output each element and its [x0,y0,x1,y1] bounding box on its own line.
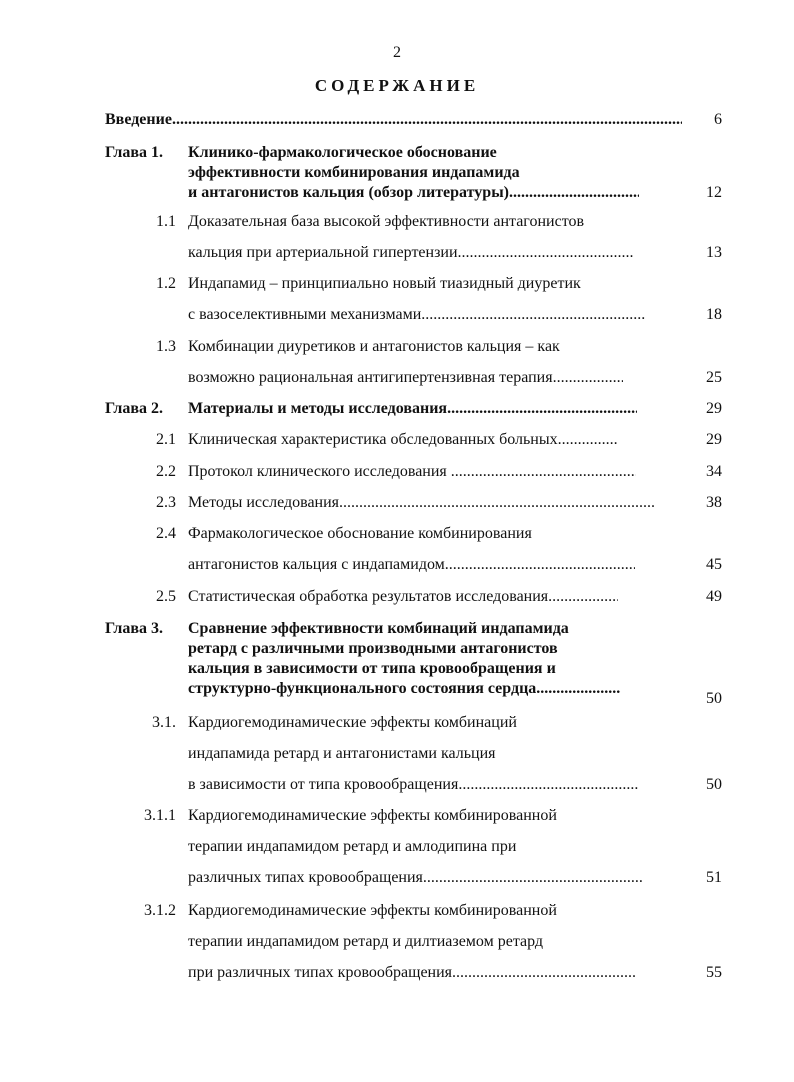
toc-entry-page: 13 [706,244,722,261]
toc-entry-line: антагонистов кальция с индапамидом..... [188,555,635,575]
toc-entry-label: 3.1.2 [144,902,176,919]
toc-entry-label: 2.3 [156,494,176,511]
toc-entry-line: терапии индапамидом ретард и дилтиаземом ретард [188,933,544,950]
toc-entry-label: 1.1 [156,213,176,230]
dot-leader [548,587,618,607]
toc-entry-line: Доказательная база высокой эффективности антагонистов [188,213,585,230]
toc-entry-line: ретард с различными производными антагонистов [188,640,558,657]
toc-entry-line: при различных типах кровообращения..... [188,963,637,983]
toc-entry-line: кальция в зависимости от типа кровообращения и [188,660,556,677]
toc-entry-page: 18 [706,306,722,323]
toc-entry-line: Клиническая характеристика обследованных больных..... [188,430,618,450]
toc-entry-page: 6 [714,111,722,128]
toc-entry-line: Индапамид – принципиально новый тиазидный диуретик [188,275,581,292]
toc-entry-line: возможно рациональная антигипертензивная терапия..... [188,368,623,388]
dot-leader [536,679,621,699]
dot-leader [339,493,654,513]
toc-entry-line: Фармакологическое обоснование комбинирования [188,525,532,542]
toc-entry-line: эффективности комбинирования индапамида [188,164,520,181]
toc-entry-page: 50 [706,690,722,707]
toc-entry-line: терапии индапамидом ретард и амлодипина при [188,838,517,855]
toc-entry-label: Глава 1. [105,144,163,161]
toc-entry-line: Клинико-фармакологическое обоснование [188,144,497,161]
toc-entry-label: Глава 3. [105,620,163,637]
toc-entry-label: 2.2 [156,463,176,480]
toc-entry-page: 45 [706,556,722,573]
toc-entry-page: 29 [706,400,722,417]
toc-entry-label: 2.5 [156,588,176,605]
toc-entry-page: 34 [706,463,722,480]
toc-entry-page: 25 [706,369,722,386]
toc-entry-line: Методы исследования..... [188,493,654,513]
toc-entry-line: Введение..... [105,110,682,130]
dot-leader [172,110,682,130]
dot-leader [509,183,639,203]
toc-entry-line: Сравнение эффективности комбинаций индапамида [188,620,569,637]
toc-entry-line: Кардиогемодинамические эффекты комбинаций [188,714,517,731]
toc-entry-label: 1.3 [156,338,176,355]
toc-entry-line: в зависимости от типа кровообращения..... [188,775,638,795]
dot-leader [421,305,646,325]
toc-entry-line: с вазоселективными механизмами..... [188,305,646,325]
toc-entry-page: 51 [706,869,722,886]
toc-entry-line: Статистическая обработка результатов исследования..... [188,587,618,607]
toc-entry-line: структурно-функционального состояния сердца..... [188,679,621,699]
toc-entry-page: 50 [706,776,722,793]
dot-leader [447,399,637,419]
toc-entry-label: 3.1. [152,714,176,731]
dot-leader [451,462,636,482]
toc-entry-label: 2.4 [156,525,176,542]
dot-leader [558,430,618,450]
toc-entry-line: кальция при артериальной гипертензии..... [188,243,633,263]
toc-entry-page: 38 [706,494,722,511]
dot-leader [458,775,638,795]
toc-entry-line: Кардиогемодинамические эффекты комбинированной [188,902,557,919]
toc-entry-line: и антагонистов кальция (обзор литературы)..... [188,183,639,203]
dot-leader [553,368,623,388]
toc-entry-label: 1.2 [156,275,176,292]
page-title: СОДЕРЖАНИЕ [314,76,480,95]
dot-leader [445,555,635,575]
toc-entry-page: 55 [706,964,722,981]
toc-entry-line: индапамида ретард и антагонистами кальция [188,745,496,762]
toc-entry-line: различных типах кровообращения..... [188,868,643,888]
toc-entry-label: 3.1.1 [144,807,176,824]
dot-leader [452,963,637,983]
toc-entry-label: Глава 2. [105,400,163,417]
toc-entry-page: 49 [706,588,722,605]
toc-entry-line: Материалы и методы исследования..... [188,399,637,419]
dot-leader [423,868,643,888]
toc-entry-line: Протокол клинического исследования ..... [188,462,636,482]
toc-entry-line: Комбинации диуретиков и антагонистов кальция – как [188,338,560,355]
toc-entry-line: Кардиогемодинамические эффекты комбинированной [188,807,557,824]
toc-entry-page: 12 [706,184,722,201]
toc-entry-label: 2.1 [156,431,176,448]
page-number: 2 [393,44,401,61]
toc-entry-page: 29 [706,431,722,448]
dot-leader [458,243,633,263]
